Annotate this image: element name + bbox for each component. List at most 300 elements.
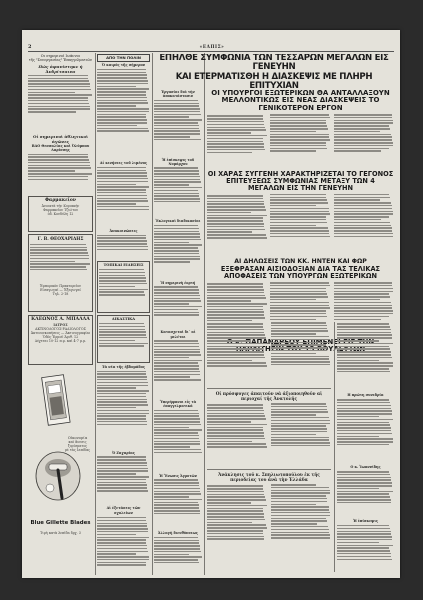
text-line <box>154 250 199 252</box>
text-line <box>97 209 149 211</box>
text-line <box>207 441 252 443</box>
text-line <box>271 434 317 436</box>
text-line <box>271 425 327 427</box>
inner-body <box>154 479 202 531</box>
text-line <box>99 272 145 274</box>
text-line <box>270 227 328 229</box>
text-line <box>154 346 199 348</box>
text-line <box>154 139 201 141</box>
text-line <box>337 438 393 440</box>
text-line <box>337 477 391 479</box>
agency-ad-line: Τηλ. 2-18 <box>52 291 69 296</box>
text-line <box>334 291 394 293</box>
text-line <box>334 230 393 232</box>
text-line <box>97 390 149 392</box>
text-line <box>334 197 390 199</box>
text-line <box>30 249 87 251</box>
text-line <box>337 332 391 334</box>
text-line <box>28 78 88 80</box>
text-line <box>207 295 265 297</box>
doctor-ad-title: ΚΛΕΩΝΟΣ Α. ΜΠΑΛΛΑ <box>31 316 90 322</box>
text-line <box>97 170 146 172</box>
text-line <box>97 243 147 245</box>
agency-ad-line: Ἐμπορικὸν Πρακτορεῖον <box>39 283 82 288</box>
text-line <box>271 350 328 352</box>
text-line <box>207 206 265 208</box>
text-line <box>99 323 144 325</box>
text-line <box>154 125 199 127</box>
gillette-brand: Blue Gillette Blades <box>30 519 91 526</box>
text-line <box>271 495 327 497</box>
port-subhead: Αἱ κινήσεις τοῦ λιμένος <box>99 160 148 165</box>
text-line <box>28 106 90 108</box>
text-line <box>271 423 331 425</box>
inner-subhead: Ἡ Ἕνωσις Ἀγροτῶν <box>159 473 197 478</box>
inner-column <box>154 90 202 574</box>
text-line <box>99 275 145 277</box>
text-line <box>271 322 327 324</box>
text-line <box>97 200 148 202</box>
text-line <box>207 510 263 512</box>
text-line <box>270 282 329 284</box>
text-line <box>154 556 202 558</box>
text-line <box>337 351 391 353</box>
text-line <box>270 230 329 232</box>
text-line <box>337 528 390 530</box>
text-line <box>334 213 394 215</box>
text-line <box>97 181 148 183</box>
text-line <box>97 80 148 82</box>
text-line <box>30 247 87 249</box>
text-line <box>154 479 198 481</box>
text-line <box>271 512 330 514</box>
pharmacy-ad-line: ὁδ. Κονδύλη 12 <box>47 211 74 216</box>
text-line <box>154 415 199 417</box>
text-line <box>97 545 147 547</box>
text-line <box>207 346 263 348</box>
week-news-subhead: Τὰ νέα τῆς ἐβδομάδος <box>101 364 146 369</box>
text-line <box>334 236 394 238</box>
text-line <box>99 345 144 347</box>
text-line <box>154 507 199 509</box>
text-line <box>334 194 390 196</box>
text-line <box>207 300 251 302</box>
text-line <box>270 194 326 196</box>
text-line <box>334 199 380 201</box>
right-subhead: Η πρώτη συνεδρία <box>347 393 384 398</box>
text-line <box>97 376 147 378</box>
column-rule-2 <box>152 53 153 575</box>
text-line <box>97 100 147 102</box>
text-line <box>30 266 86 268</box>
text-line <box>271 534 330 536</box>
text-line <box>207 201 264 203</box>
lower-left-block <box>207 322 331 574</box>
text-line <box>97 551 148 553</box>
text-line <box>270 142 326 144</box>
text-line <box>207 203 264 205</box>
text-line <box>154 244 202 246</box>
text-line <box>154 198 200 200</box>
text-line <box>154 176 200 178</box>
text-line <box>154 105 199 107</box>
inner-body <box>154 537 202 574</box>
text-line <box>97 167 146 169</box>
text-line <box>97 548 147 550</box>
text-line <box>207 508 263 510</box>
text-line <box>154 441 200 443</box>
inner-subhead: Ἐργασίαι διὰ τὴν ἀποκατάστασιν <box>161 90 195 99</box>
text-line <box>154 452 202 454</box>
text-line <box>97 116 146 118</box>
text-line <box>207 323 263 325</box>
newspaper-name: «ΕΛΠΙΣ» <box>199 44 225 49</box>
text-line <box>334 282 392 284</box>
inner-body <box>154 100 202 158</box>
text-line <box>154 100 198 102</box>
text-line <box>154 314 199 316</box>
text-line <box>271 442 330 444</box>
text-line <box>28 97 88 99</box>
text-line <box>154 496 189 498</box>
recall-headline: Ἀνάκλησις τοῦ κ. Σπηλιωτοπούλου ἐκ τῆς περιοδείας του ἀνὰ τὴν Ἑλλάδα <box>218 472 320 482</box>
text-line <box>28 83 90 85</box>
text-line <box>270 222 327 224</box>
lead-title-2: τῆς "Συνεργασίας" Ἐπαγγελματιῶν <box>28 58 93 63</box>
text-line <box>154 354 201 356</box>
text-line <box>334 293 390 295</box>
text-line <box>207 195 263 197</box>
text-line <box>270 197 326 199</box>
text-line <box>207 435 264 437</box>
right-subhead: Ἡ ἐπίσκεψις <box>352 519 379 524</box>
text-line <box>334 305 392 307</box>
text-line <box>270 131 315 133</box>
text-line <box>270 199 327 201</box>
main-body <box>207 484 331 564</box>
text-line <box>271 403 327 405</box>
text-line <box>207 297 266 299</box>
text-line <box>207 129 266 131</box>
text-line <box>337 474 390 476</box>
text-line <box>337 329 391 331</box>
text-line <box>334 205 392 207</box>
text-line <box>270 313 326 315</box>
city-body <box>97 167 150 229</box>
text-line <box>207 149 265 151</box>
text-line <box>154 432 198 434</box>
text-line <box>97 564 146 566</box>
lead-title: Οι σημερινοί Ιωάννοι <box>40 54 81 58</box>
inner-subhead: Κατασχεταὶ δι᾽ αἱ μελέται <box>160 330 196 339</box>
text-line <box>207 519 265 521</box>
text-line <box>28 89 91 91</box>
text-line <box>271 504 317 506</box>
text-line <box>271 518 327 520</box>
headline-optimism: ΕΞΕΦΡΑΣΑΝ ΑΙΣΙΟΔΟΞΙΑΝ ΔΙΑ ΤΑΣ ΤΕΛΙΚΑΣ ΑΠΟΦΑΣΕΙΣ ΤΩΝ ΥΠΟΥΡΓΩΝ ΕΞΩΤΕΡΙΚΩΝ <box>220 265 381 281</box>
column-rule-4 <box>334 322 335 572</box>
text-line <box>207 309 263 311</box>
text-line <box>97 413 149 415</box>
text-line <box>207 485 263 487</box>
court-news-body <box>99 323 148 359</box>
text-line <box>337 531 391 533</box>
text-line <box>154 181 201 183</box>
text-line <box>334 319 381 321</box>
text-line <box>97 198 147 200</box>
text-line <box>154 231 199 233</box>
text-line <box>28 100 88 102</box>
text-line <box>28 173 92 175</box>
text-line <box>270 114 329 116</box>
text-line <box>337 556 391 558</box>
text-line <box>334 216 390 218</box>
text-line <box>337 419 393 421</box>
text-line <box>270 211 329 213</box>
text-line <box>337 496 390 498</box>
text-line <box>99 337 147 339</box>
text-line <box>154 114 201 116</box>
text-line <box>334 296 390 298</box>
text-line <box>337 488 379 490</box>
text-line <box>270 120 326 122</box>
text-line <box>334 313 394 315</box>
text-line <box>270 136 329 138</box>
gillette-caption-line: Οἰκονομία <box>67 435 88 440</box>
text-line <box>97 482 146 484</box>
text-line <box>154 379 201 381</box>
text-line <box>334 208 393 210</box>
text-line <box>271 333 316 335</box>
pharmacy-ad-title: Φαρμακεῖον <box>45 197 76 203</box>
text-line <box>337 539 392 541</box>
local-news-heading: ΤΟΠΙΚΑΙ ΕΙΔΗΣΕΙΣ <box>103 262 144 267</box>
text-line <box>97 473 136 475</box>
text-line <box>154 122 198 124</box>
banner-headline-1: ΕΠΗΛΘΕ ΣΥΜΦΩΝΙΑ ΤΩΝ ΤΕΣΣΑΡΩΝ ΜΕΓΑΛΩΝ ΕΙΣ ΓΕΝΕΥΗΝ <box>159 54 389 73</box>
text-line <box>154 261 190 263</box>
text-line <box>337 362 393 364</box>
text-line <box>207 146 264 148</box>
text-line <box>154 446 190 448</box>
text-line <box>207 438 265 440</box>
text-line <box>154 242 189 244</box>
text-line <box>154 537 198 539</box>
text-line <box>334 299 380 301</box>
text-line <box>337 337 392 339</box>
text-line <box>337 424 390 426</box>
inner-body <box>154 340 202 400</box>
text-line <box>207 488 263 490</box>
text-line <box>271 428 327 430</box>
text-line <box>97 553 136 555</box>
announcements-subhead: Ἀνακοινώσεις <box>109 228 138 233</box>
text-line <box>154 312 199 314</box>
text-line <box>271 339 330 341</box>
text-line <box>154 130 200 132</box>
text-line <box>270 208 329 210</box>
text-line <box>207 407 263 409</box>
text-line <box>207 357 265 359</box>
text-line <box>207 522 252 524</box>
text-line <box>334 211 393 213</box>
text-line <box>271 420 330 422</box>
text-line <box>334 302 391 304</box>
text-line <box>337 493 389 495</box>
text-line <box>97 86 136 88</box>
gillette-ad <box>28 368 93 556</box>
text-line <box>97 203 136 205</box>
text-line <box>97 401 147 403</box>
text-line <box>337 422 389 424</box>
text-line <box>154 360 202 362</box>
text-line <box>154 133 200 135</box>
text-line <box>97 379 147 381</box>
text-line <box>97 94 146 96</box>
text-line <box>270 302 329 304</box>
text-line <box>97 424 147 426</box>
text-line <box>334 114 392 116</box>
text-line <box>270 128 327 130</box>
text-line <box>97 528 148 530</box>
right-subhead: Ο κ. Ἰωαννίδης <box>350 465 381 470</box>
doctor-ad-subtitle: ΙΑΤΡΟΣ <box>53 322 68 327</box>
text-line <box>97 371 146 373</box>
text-line <box>154 513 200 515</box>
text-line <box>337 533 391 535</box>
text-line <box>337 326 390 328</box>
right-body <box>337 471 394 519</box>
text-line <box>97 537 149 539</box>
text-line <box>271 532 330 534</box>
text-line <box>154 300 201 302</box>
text-line <box>207 496 265 498</box>
lead-body <box>28 75 93 131</box>
text-line <box>154 357 189 359</box>
text-line <box>207 229 265 231</box>
text-line <box>334 316 390 318</box>
text-line <box>154 545 200 547</box>
text-line <box>207 317 265 319</box>
text-line <box>207 354 264 356</box>
agency-ad <box>28 234 93 312</box>
text-line <box>207 138 263 140</box>
text-line <box>207 491 264 493</box>
text-line <box>334 225 391 227</box>
text-line <box>207 530 263 532</box>
text-line <box>271 344 327 346</box>
text-line <box>154 298 200 300</box>
text-line <box>97 114 146 116</box>
text-line <box>207 303 267 305</box>
text-line <box>334 128 390 130</box>
text-line <box>270 233 329 235</box>
left-column <box>28 54 93 574</box>
text-line <box>154 559 198 561</box>
text-line <box>270 236 330 238</box>
text-line <box>207 410 264 412</box>
page-number: 2 <box>28 44 32 50</box>
text-line <box>334 307 393 309</box>
text-line <box>207 365 267 367</box>
text-line <box>270 285 330 287</box>
text-line <box>207 446 267 448</box>
text-line <box>271 353 317 355</box>
text-line <box>99 291 144 293</box>
text-line <box>97 465 147 467</box>
text-line <box>334 222 391 224</box>
text-line <box>97 72 146 74</box>
text-line <box>154 247 198 249</box>
text-line <box>97 559 149 561</box>
main-body <box>207 322 331 386</box>
text-line <box>154 427 189 429</box>
text-line <box>30 258 89 260</box>
text-line <box>28 165 90 167</box>
text-line <box>154 499 202 501</box>
text-line <box>154 376 190 378</box>
text-line <box>207 427 263 429</box>
text-line <box>270 117 330 119</box>
text-line <box>207 292 264 294</box>
text-line <box>97 206 149 208</box>
text-line <box>97 484 147 486</box>
right-body <box>337 525 394 574</box>
text-line <box>207 502 251 504</box>
text-line <box>97 186 149 188</box>
text-line <box>337 525 389 527</box>
text-line <box>334 202 391 204</box>
text-line <box>154 289 199 291</box>
text-line <box>97 97 147 99</box>
gillette-caption-line: μὲ τὰς λεπίδας <box>64 447 91 452</box>
text-line <box>154 374 200 376</box>
text-line <box>154 365 199 367</box>
text-line <box>154 253 199 255</box>
text-line <box>334 136 392 138</box>
text-line <box>337 410 392 412</box>
text-line <box>337 360 379 362</box>
text-line <box>207 306 263 308</box>
text-line <box>97 490 148 492</box>
text-line <box>207 404 263 406</box>
main-story <box>207 90 394 574</box>
headline-foreign-ministers: ΟΙ ΥΠΟΥΡΓΟΙ ΕΞΩΤΕΡΙΚΩΝ ΘΑ ΑΝΤΑΛΛΑΞΟΥΝ ΜΕΛΛΟΝΤΙΚΩΣ ΕΙΣ ΝΕΑΣ ΔΙΑΣΚΕΨΕΙΣ ΤΟ ΓΕΝΙΚΟΤΕΡΟΝ ΕΡΓΟΝ <box>211 90 390 112</box>
text-line <box>337 547 389 549</box>
agency-ad-name: Γ. Β. ΘΕΟΧΑΡΙΔΗΣ <box>37 236 84 242</box>
text-line <box>207 326 263 328</box>
text-line <box>154 410 198 412</box>
text-line <box>97 184 136 186</box>
text-line <box>97 385 148 387</box>
text-line <box>334 142 393 144</box>
text-line <box>337 553 391 555</box>
text-line <box>154 233 200 235</box>
text-line <box>270 319 316 321</box>
inner-body <box>154 225 202 281</box>
text-line <box>154 228 199 230</box>
text-line <box>271 498 327 500</box>
text-line <box>28 162 90 164</box>
text-line <box>270 288 326 290</box>
text-line <box>207 132 251 134</box>
text-line <box>337 499 391 501</box>
text-line <box>337 559 392 561</box>
text-line <box>207 334 265 336</box>
text-line <box>99 326 145 328</box>
text-line <box>154 504 199 506</box>
text-line <box>154 421 200 423</box>
